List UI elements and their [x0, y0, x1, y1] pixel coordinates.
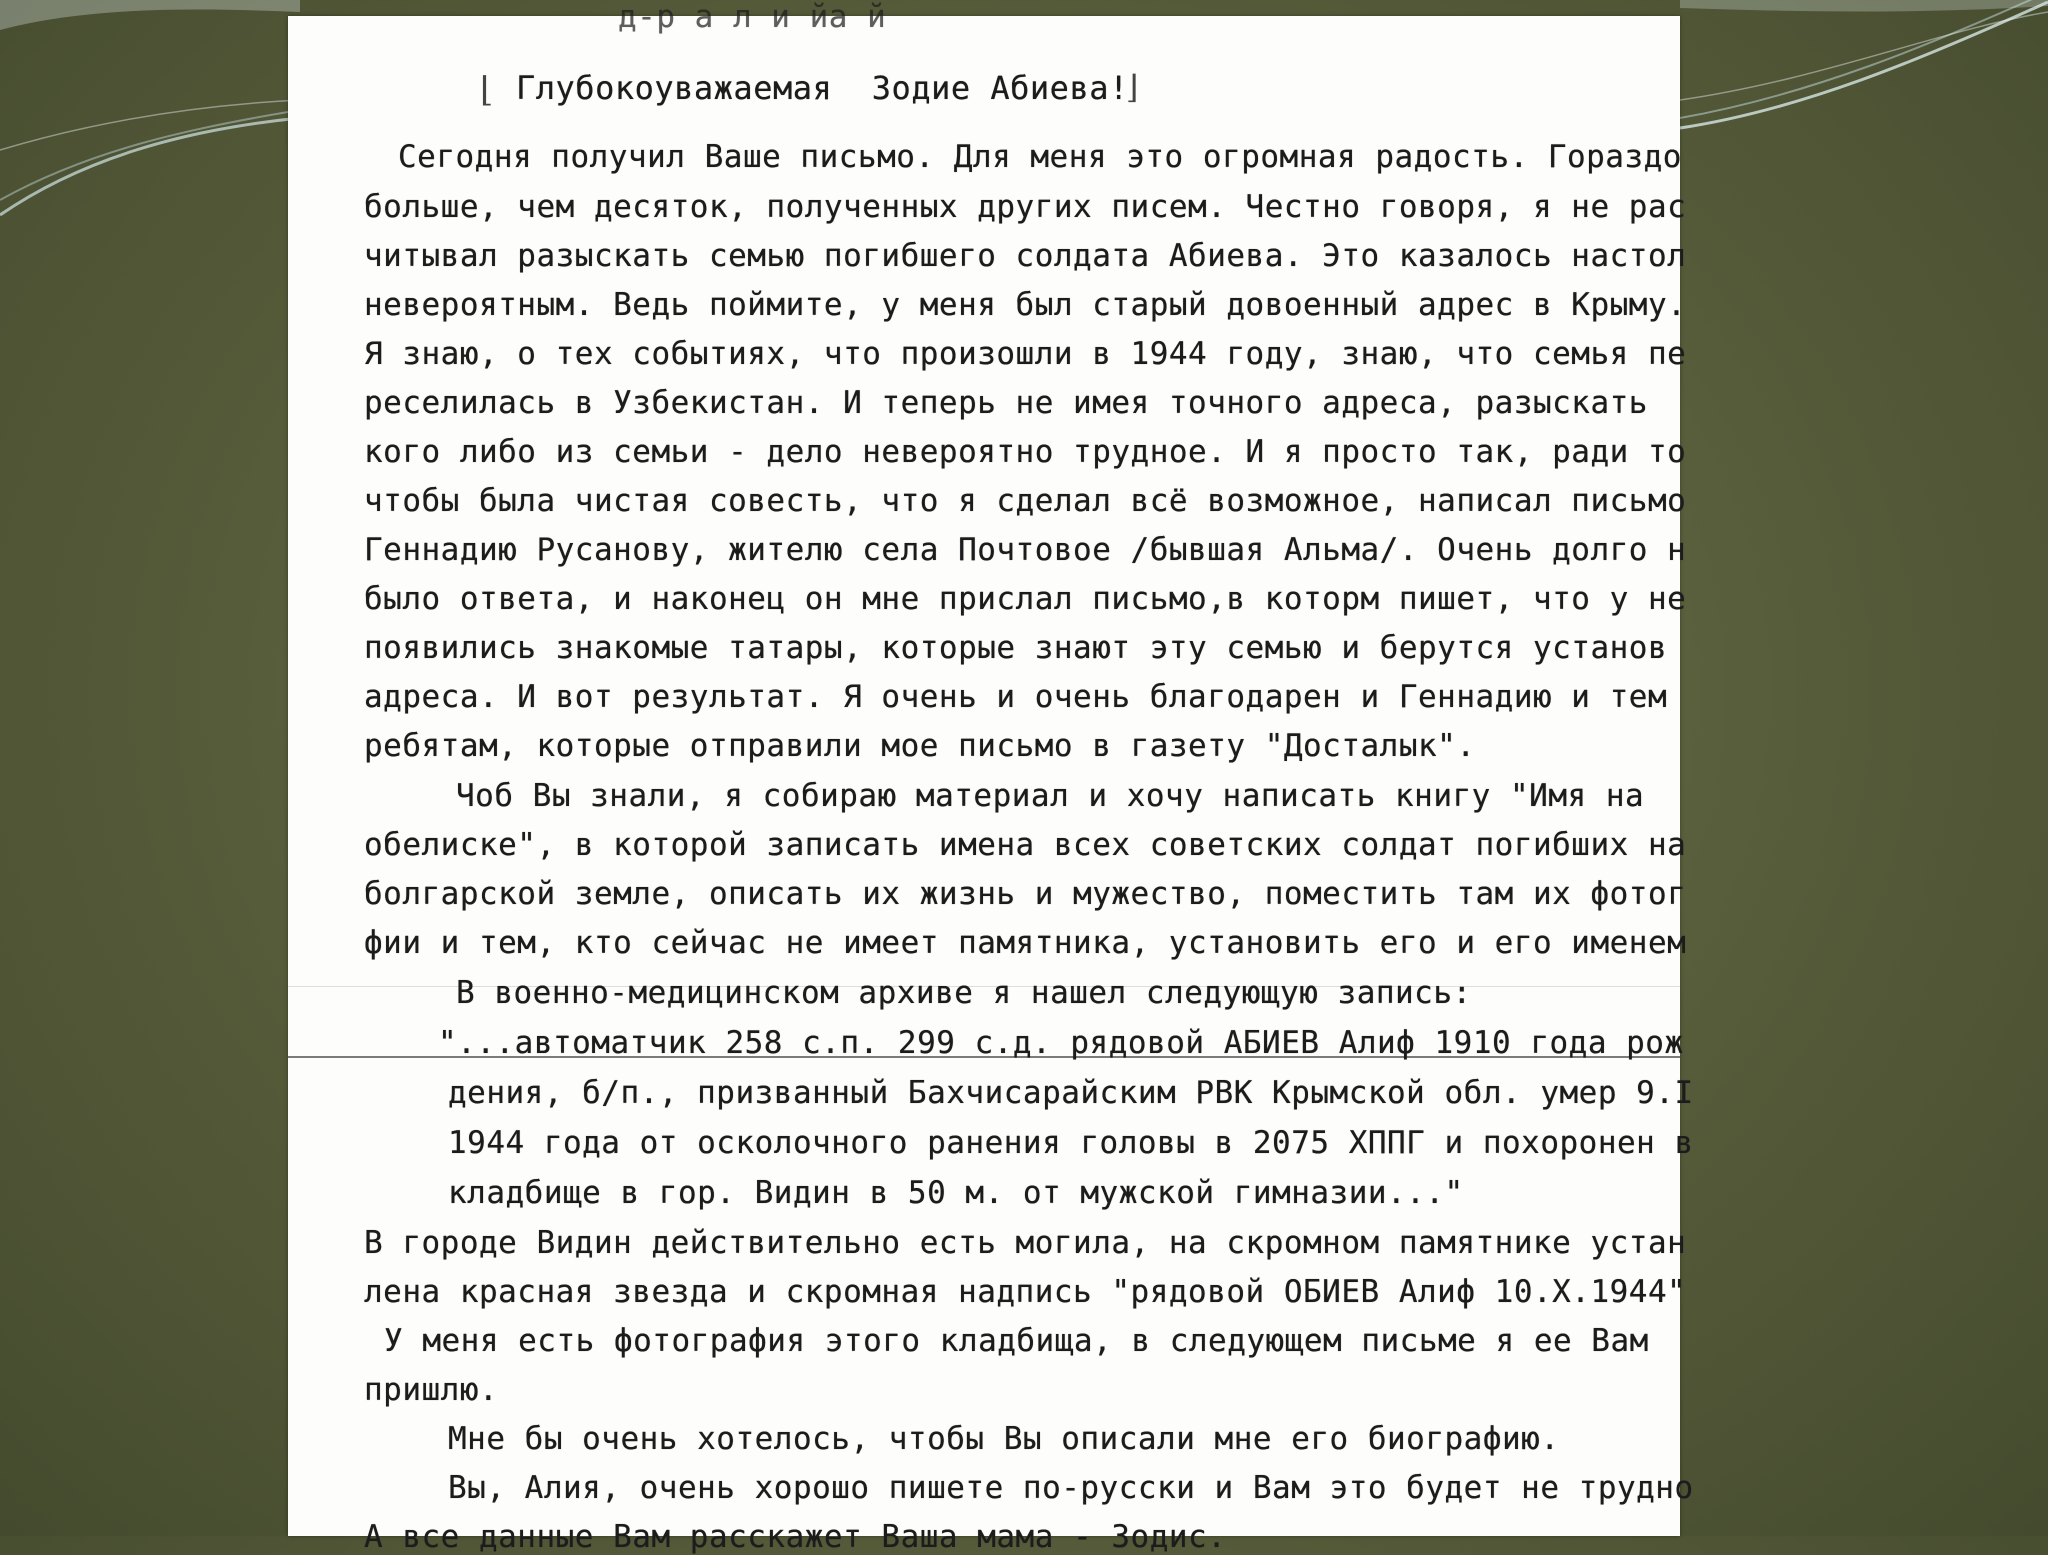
text-line: больше, чем десяток, полученных других писем. Честно говоря, я не рас: [364, 189, 1687, 225]
text-line: В городе Видин действительно есть могила, на скромном памятнике устан: [364, 1225, 1687, 1261]
text-line: "...автоматчик 258 с.п. 299 с.д. рядовой АБИЕВ Алиф 1910 года рож: [438, 1025, 1684, 1061]
text-line: обелиске", в которой записать имена всех советских солдат погибших на: [364, 827, 1687, 863]
text-line: фии и тем, кто сейчас не имеет памятника, установить его и его именем: [364, 925, 1687, 961]
text-line: читывал разыскать семью погибшего солдата Абиева. Это казалось настол: [364, 238, 1687, 274]
text-line: Геннадию Русанову, жителю села Почтовое /бывшая Альма/. Очень долго н: [364, 532, 1687, 568]
text-line: адреса. И вот результат. Я очень и очень благодарен и Геннадию и тем: [364, 679, 1668, 715]
top-fragment: д-р а л и йа й: [618, 0, 887, 35]
text-line: болгарской земле, описать их жизнь и мужество, поместить там их фотог: [364, 876, 1687, 912]
text-line: реселилась в Узбекистан. И теперь не имея точного адреса, разыскать: [364, 385, 1648, 421]
decorative-swoosh-right: [1680, 0, 2048, 220]
text-line: пришлю.: [364, 1372, 499, 1408]
salutation: Глубокоуважаемая Зодие Абиева!: [516, 69, 1129, 107]
bracket-mark: ⌋: [1126, 68, 1139, 106]
letter-text: [288, 0, 1694, 1555]
scanned-letter-page: [288, 0, 1694, 1555]
text-line: А все данные Вам расскажет Ваша мама - Зодис.: [364, 1519, 1227, 1555]
text-line: было ответа, и наконец он мне прислал письмо,в которм пишет, что у не: [364, 581, 1687, 617]
bracket-mark: ⌊: [480, 70, 494, 110]
text-line: чтобы была чистая совесть, что я сделал всё возможное, написал письмо: [364, 483, 1687, 519]
text-line: кого либо из семьи - дело невероятно трудное. И я просто так, ради то: [364, 434, 1687, 470]
text-line: В военно-медицинском архиве я нашел следующую запись:: [456, 975, 1472, 1011]
decorative-swoosh-left: [0, 0, 300, 240]
text-line: невероятным. Ведь поймите, у меня был старый довоенный адрес в Крыму.: [364, 287, 1687, 323]
text-line: 1944 года от осколочного ранения головы в 2075 ХППГ и похоронен в: [448, 1125, 1694, 1161]
text-line: Я знаю, о тех событиях, что произошли в 1944 году, знаю, что семья пе: [364, 336, 1687, 372]
text-line: кладбище в гор. Видин в 50 м. от мужской гимназии...": [448, 1175, 1464, 1211]
text-line: Мне бы очень хотелось, чтобы Вы описали мне его биографию.: [448, 1421, 1560, 1457]
text-line: Чоб Вы знали, я собираю материал и хочу написать книгу "Имя на: [456, 778, 1645, 814]
text-line: Вы, Алия, очень хорошо пишете по-русски и Вам это будет не трудно: [448, 1470, 1694, 1506]
text-line: появились знакомые татары, которые знают эту семью и берутся установ: [364, 630, 1668, 666]
text-line: Сегодня получил Ваше письмо. Для меня это огромная радость. Гораздо: [398, 139, 1682, 175]
text-line: дения, б/п., призванный Бахчисарайским РВК Крымской обл. умер 9.I: [448, 1075, 1694, 1111]
text-line: ребятам, которые отправили мое письмо в газету "Досталык".: [364, 728, 1476, 764]
text-line: лена красная звезда и скромная надпись "рядовой ОБИЕВ Алиф 10.Х.1944": [364, 1274, 1687, 1310]
text-line: У меня есть фотография этого кладбища, в следующем письме я ее Вам: [384, 1323, 1649, 1359]
